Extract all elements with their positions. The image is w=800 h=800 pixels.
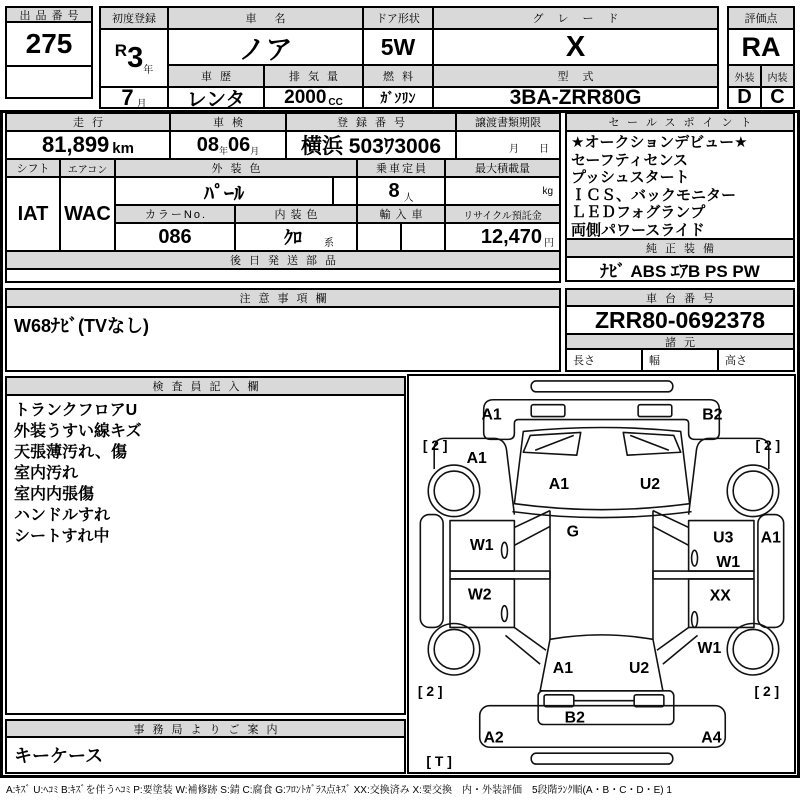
tire-mark-rear-right: [ 2 ] [754,682,780,699]
sales-point-line: 両側パワースライド [571,221,705,238]
tire-mark-rear-left: [ 2 ] [417,682,443,699]
inspector-note-line: 外装うすい線キズ [14,423,142,440]
inspector-notes-label: 検査員記入欄 [7,378,404,394]
grade-value: X [434,30,717,64]
factory-equipment-value: ﾅﾋﾞ ABS ｴｱB PS PW [567,258,793,280]
damage-code-quarter-rear-right: W1 [697,640,722,658]
mileage-value: 81,899 [42,132,110,157]
middle-left-block [5,112,561,283]
first-registration-month-cell [101,88,167,107]
legend-text: A:ｷｽﾞ U:ﾍｺﾐ B:ｷｽﾞを伴うﾍｺﾐ P:要塗装 W:補修跡 S:錆 C:腐食 G:ﾌﾛﾝﾄｶﾞﾗｽ点ｷｽﾞ XX:交換済み X:要交換 内・外装評価 5段階ﾗﾝｸ順(A・B・C・D・E) 1 [6,785,672,796]
shift-label: シフト [7,160,59,176]
inspection-year-unit: 年 [218,145,228,156]
car-name-value: ノア [169,30,362,64]
inspection-cell [171,132,285,158]
inspector-note-line: 天張薄汚れ、傷 [14,444,127,461]
recycle-deposit-unit: 円 [544,237,554,249]
damage-code-rear-glass-right: U2 [629,660,650,677]
inspector-notes-list [7,396,404,713]
damage-code-door-rear-left: W2 [467,586,492,604]
damage-code-door-front-right-bottom: W1 [716,554,741,572]
damage-code-door-front-left: W1 [469,537,494,555]
reg-month-unit: 月 [136,99,147,107]
later-parts-empty-cell [7,270,559,281]
displacement-cell [265,88,362,107]
lot-block [5,6,93,99]
inspector-note-line: 室内内張傷 [14,486,95,503]
color-no-value: 086 [116,224,234,250]
lot-number-label: 出品番号 [7,8,91,21]
fuel-value: ｶﾞｿﾘﾝ [364,88,432,107]
chassis-number-value: ZRR80-0692378 [567,307,793,333]
exterior-color-label: 外装色 [116,160,356,176]
inspector-note-line: シートすれ中 [14,528,110,545]
later-parts-band [7,252,559,281]
specs-label: 諸元 [567,335,793,348]
inspection-month: 06 [228,133,251,156]
registration-number-label: 登録番号 [287,114,455,130]
damage-code-door-front-right-top: U3 [713,529,734,547]
reg-month-value: 7 [121,88,134,107]
damage-code-hood-left: A1 [548,475,570,493]
spare-tire-mark: [ T ] [426,753,452,770]
registration-number-value: 横浜 503ﾜ3006 [287,132,455,158]
inspection-month-unit: 月 [250,145,260,156]
displacement-value: 2000 [284,88,327,107]
inspector-note-line: トランクフロアU [14,402,138,419]
history-label: 車歴 [169,66,263,86]
mileage-label: 走行 [7,114,169,130]
color-no-label: カラーNo. [116,206,234,222]
sales-point-line: ＩＣＳ、バックモニター [571,186,737,204]
interior-score-value: C [762,88,793,107]
fuel-label: 燃料 [364,66,432,86]
chassis-number-label: 車台番号 [567,290,793,305]
damage-code-rear-bumper-right: A4 [701,729,722,747]
exterior-label: 外装 [729,66,760,86]
shift-value: IAT [7,178,59,250]
door-shape-value: 5W [364,30,432,64]
lot-number-value: 275 [7,23,91,65]
inspector-note-line: 室内汚れ [14,465,79,482]
lot-empty-cell [7,67,91,97]
import-car-label: 輸入車 [358,206,444,222]
aircon-label: エアコン [61,160,114,176]
max-load-label: 最大積載量 [446,160,559,176]
caution-label: 注意事項欄 [7,290,559,306]
capacity-cell [358,178,444,204]
mileage-band [7,114,559,158]
interior-color-unit: 系 [324,237,334,249]
caution-block [5,288,561,372]
score-value: RA [729,30,793,64]
era-value: R [114,41,128,60]
damage-code-front-bumper-left: A1 [481,406,502,424]
factory-equipment-label: 純正装備 [567,240,793,256]
capacity-unit: 人 [403,192,414,204]
damage-code-rear-glass-left: A1 [552,660,574,677]
transfer-docs-value: 月 日 [457,132,559,158]
interior-color-label: 内装色 [236,206,356,222]
office-notice-value: キーケース [7,738,404,772]
damage-code-rocker-right: A1 [760,529,781,547]
inspector-note-line: ハンドルすれ [14,507,111,524]
exterior-score-value: D [729,88,760,107]
spec-height-label: 高さ [719,350,793,370]
reg-year-unit: 年 [143,64,154,76]
interior-color-value: ｸﾛ [284,228,302,248]
tire-mark-front-left: [ 2 ] [422,437,448,454]
sales-point-line: プッシュスタート [571,169,690,186]
recycle-deposit-cell [446,224,559,250]
exterior-color-value: ﾊﾟｰﾙ [116,178,332,204]
grade-label: グレード [434,8,717,28]
first-registration-year-cell [101,30,167,86]
door-shape-label: ドア形状 [364,8,432,28]
sales-point-line: ＬＥＤフォグランプ [571,204,706,221]
import-car-cell [358,224,444,250]
sales-points-block [565,112,795,282]
damage-code-front-bumper-right: B2 [702,406,723,424]
capacity-label: 乗車定員 [358,160,444,176]
mileage-unit: km [112,139,134,157]
transfer-docs-label: 譲渡書類期限 [457,114,559,130]
office-notice-label: 事務局よりご案内 [7,721,404,736]
import-car-divider [400,224,402,250]
spec-width-label: 幅 [643,350,717,370]
model-code-value: 3BA-ZRR80G [434,88,717,107]
later-parts-label: 後日発送部品 [7,252,559,268]
sales-point-line: ★オークションデビュー★ [571,134,748,151]
spec-length-label: 長さ [567,350,641,370]
recycle-deposit-label: リサイクル預託金 [446,206,559,222]
inspector-notes-block [5,376,406,715]
car-outline-drawing [409,376,794,772]
history-value: レンタ [169,88,263,107]
car-name-label: 車名 [169,8,362,28]
displacement-unit: CC [328,96,343,107]
sales-point-line: セーフティセンス [571,151,689,169]
recycle-deposit-value: 12,470 [480,225,542,248]
tire-mark-front-right: [ 2 ] [755,437,781,454]
displacement-label: 排気量 [265,66,362,86]
damage-code-rear-bumper-left: A2 [483,729,504,747]
office-notice-block [5,719,406,774]
sales-points-list [567,132,793,238]
exterior-color-empty-cell [334,178,356,204]
max-load-unit: kg [446,178,559,204]
caution-value: W68ﾅﾋﾞ(TVなし) [7,308,559,370]
damage-code-hood-right: U2 [639,475,661,493]
score-label: 評価点 [729,8,793,28]
chassis-block [565,288,795,372]
aircon-value: WAC [61,178,114,250]
inspection-label: 車検 [171,114,285,130]
reg-year-value: 3 [127,41,144,74]
damage-diagram [407,374,796,774]
damage-code-fender-front-left: A1 [466,450,487,468]
color-band [7,160,559,250]
interior-color-cell [236,224,356,250]
interior-label: 内装 [762,66,793,86]
inspection-year: 08 [196,133,219,156]
damage-code-door-rear-right: XX [709,587,731,605]
damage-code-windshield: G [566,523,579,541]
capacity-value: 8 [388,179,400,202]
first-registration-label: 初度登録 [101,8,167,28]
mileage-cell [7,132,169,158]
damage-code-tailgate: B2 [564,709,585,727]
vehicle-info-block [99,6,719,109]
score-block [727,6,795,109]
model-code-label: 型式 [434,66,717,86]
sales-points-label: セールスポイント [567,114,793,130]
